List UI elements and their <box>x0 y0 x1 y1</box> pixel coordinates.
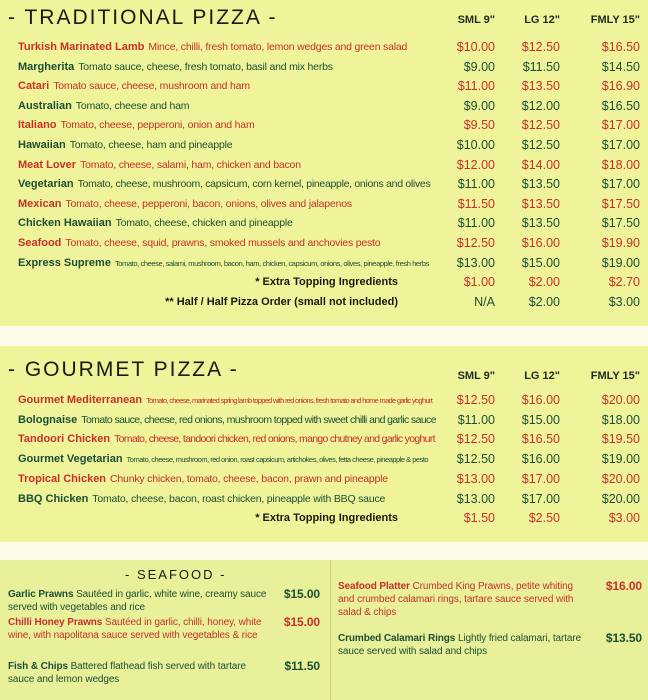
item-description: Tomato, cheese, pepperoni, bacon, onions, olives and jalapenos <box>65 198 352 210</box>
menu-item <box>0 430 648 449</box>
item-name: Italiano <box>18 119 57 131</box>
item-description: Sautéed in garlic, chilli, honey, white wine, with napolitana sauce served with vegetables & rice <box>8 617 262 641</box>
item-price: $10.00 <box>456 40 495 54</box>
seafood-item <box>8 588 320 614</box>
item-price: $12.50 <box>521 138 560 152</box>
item-price: $14.00 <box>521 158 560 172</box>
size-header-small: SML 9" <box>457 370 495 382</box>
item-description: Tomato sauce, cheese, fresh tomato, basil and mix herbs <box>78 61 333 73</box>
item-name: Turkish Marinated Lamb <box>18 41 145 53</box>
item-name: Margherita <box>18 61 75 73</box>
item-text <box>338 632 588 658</box>
menu-item <box>0 136 648 155</box>
item-price: $12.50 <box>456 452 495 466</box>
item-price: $16.00 <box>521 236 560 250</box>
extra-price: $1.50 <box>463 511 495 525</box>
section-title: - SEAFOOD - <box>125 567 227 582</box>
extra-label: * Extra Topping Ingredients <box>255 512 398 524</box>
extra-price: $2.00 <box>528 295 560 309</box>
item-text <box>18 214 293 233</box>
item-text <box>18 430 435 449</box>
extra-price: $2.00 <box>528 275 560 289</box>
item-price: $13.50 <box>521 197 560 211</box>
extra-price: $2.70 <box>608 275 640 289</box>
item-name: Australian <box>18 100 72 112</box>
extra-row <box>0 273 648 292</box>
extra-price: $3.00 <box>608 295 640 309</box>
item-description: Tomato, cheese, marinated spring lamb topped with red onions, fresh tomato and home made garlic yoghurt <box>146 396 433 405</box>
item-price: $12.50 <box>456 393 495 407</box>
menu-item <box>0 156 648 175</box>
item-price: $12.50 <box>521 118 560 132</box>
section-title: - GOURMET PIZZA - <box>8 358 239 381</box>
item-price: $15.00 <box>521 413 560 427</box>
item-price: $13.00 <box>456 492 495 506</box>
item-description: Crumbed King Prawns, petite whiting and crumbed calamari rings, tartare sauce served with salad & chips <box>338 581 574 618</box>
item-price: $19.90 <box>601 236 640 250</box>
item-price: $19.00 <box>601 452 640 466</box>
item-description: Mince, chilli, fresh tomato, lemon wedges and green salad <box>148 41 408 53</box>
item-price: $11.50 <box>522 60 560 74</box>
item-price: $13.50 <box>605 631 642 645</box>
item-price: $15.00 <box>521 256 560 270</box>
item-text <box>18 411 436 430</box>
item-price: $12.00 <box>456 158 495 172</box>
item-name: Seafood <box>18 237 62 249</box>
item-description: Tomato, cheese, salami, ham, chicken and bacon <box>80 159 301 171</box>
item-description: Tomato sauce, cheese, red onions, mushroom topped with sweet chilli and garlic sauce <box>81 414 436 426</box>
menu-item <box>0 195 648 214</box>
menu-item <box>0 175 648 194</box>
item-text <box>18 234 380 253</box>
item-price: $14.50 <box>601 60 640 74</box>
item-name: Tropical Chicken <box>18 473 107 485</box>
menu-item <box>0 470 648 489</box>
extra-price: $2.50 <box>528 511 560 525</box>
section-title: - TRADITIONAL PIZZA - <box>8 6 278 29</box>
item-price: $16.50 <box>601 99 640 113</box>
item-price: $16.00 <box>521 452 560 466</box>
item-description: Battered flathead fish served with tartare sauce and lemon wedges <box>8 661 246 685</box>
item-price: $18.00 <box>601 413 640 427</box>
item-price: $12.50 <box>456 236 495 250</box>
seafood-item <box>338 580 642 619</box>
item-description: Tomato, cheese, bacon, roast chicken, pineapple with BBQ sauce <box>92 493 386 505</box>
item-description: Tomato, cheese, ham and pineapple <box>69 139 233 151</box>
extra-row <box>0 509 648 528</box>
size-header-small: SML 9" <box>457 14 495 26</box>
item-name: Chilli Honey Prawns <box>8 617 103 628</box>
item-price: $12.00 <box>521 99 560 113</box>
extra-price: N/A <box>474 295 495 309</box>
item-price: $15.00 <box>283 587 320 601</box>
item-price: $13.50 <box>521 177 560 191</box>
item-text <box>18 195 352 214</box>
item-description: Tomato, cheese, mushroom, red onion, roast capsicum, artichokes, olives, fetta cheese, pineapple & pesto <box>126 455 429 464</box>
extra-row <box>0 293 648 312</box>
item-price: $13.50 <box>521 216 560 230</box>
item-price: $17.00 <box>601 138 640 152</box>
item-name: BBQ Chicken <box>18 493 89 505</box>
item-text <box>18 470 388 489</box>
item-text <box>18 156 301 175</box>
size-header-family: FMLY 15" <box>590 14 640 26</box>
item-name: Mexican <box>18 198 62 210</box>
item-price: $11.00 <box>457 413 495 427</box>
menu-item <box>0 58 648 77</box>
item-price: $16.00 <box>605 579 642 593</box>
menu-item <box>0 214 648 233</box>
item-price: $17.50 <box>601 197 640 211</box>
item-price: $17.00 <box>601 118 640 132</box>
menu-item <box>0 450 648 469</box>
item-price: $12.50 <box>456 432 495 446</box>
menu-item <box>0 77 648 96</box>
item-price: $20.00 <box>601 492 640 506</box>
item-price: $13.50 <box>521 79 560 93</box>
item-text <box>18 136 232 155</box>
item-price: $16.00 <box>521 393 560 407</box>
extra-price: $1.00 <box>463 275 495 289</box>
gourmet-pizza-section <box>0 346 648 542</box>
menu-item <box>0 116 648 135</box>
item-name: Crumbed Calamari Rings <box>338 633 456 644</box>
item-price: $11.00 <box>457 216 495 230</box>
item-name: Garlic Prawns <box>8 589 74 600</box>
item-price: $11.00 <box>457 177 495 191</box>
item-price: $17.00 <box>601 177 640 191</box>
item-description: Tomato sauce, cheese, mushroom and ham <box>53 80 250 92</box>
item-description: Tomato, cheese, pepperoni, onion and ham <box>60 119 255 131</box>
item-name: Gourmet Vegetarian <box>18 453 123 465</box>
menu-item <box>0 391 648 410</box>
seafood-item <box>8 660 320 686</box>
extra-label: ** Half / Half Pizza Order (small not included) <box>165 296 398 308</box>
item-name: Express Supreme <box>18 257 111 269</box>
item-text <box>338 580 588 619</box>
item-price: $9.00 <box>463 99 495 113</box>
item-text <box>18 116 255 135</box>
extra-label: * Extra Topping Ingredients <box>255 276 398 288</box>
item-text <box>18 490 385 509</box>
item-price: $20.00 <box>601 393 640 407</box>
item-description: Tomato, cheese, salami, mushroom, bacon, ham, chicken, capsicum, onions, olives, pineapple, fresh herbs <box>114 259 429 268</box>
item-price: $15.00 <box>283 615 320 629</box>
item-name: Meat Lover <box>18 159 77 171</box>
item-price: $9.50 <box>463 118 495 132</box>
item-name: Seafood Platter <box>338 581 410 592</box>
item-description: Chunky chicken, tomato, cheese, bacon, prawn and pineapple <box>110 473 388 485</box>
item-text <box>18 97 189 116</box>
item-description: Lightly fried calamari, tartare sauce served with salad and chips <box>338 633 582 657</box>
item-text <box>18 58 333 77</box>
item-name: Fish & Chips <box>8 661 68 672</box>
item-price: $13.00 <box>456 256 495 270</box>
item-description: Tomato, cheese, mushroom, capsicum, corn kernel, pineapple, onions and olives <box>77 178 431 190</box>
menu-item <box>0 254 648 273</box>
menu-item <box>0 234 648 253</box>
item-name: Vegetarian <box>18 178 74 190</box>
menu-item <box>0 490 648 509</box>
seafood-item <box>338 632 642 658</box>
extra-price: $3.00 <box>608 511 640 525</box>
menu-item <box>0 411 648 430</box>
item-price: $11.50 <box>284 659 320 673</box>
size-header-large: LG 12" <box>524 370 560 382</box>
item-name: Catari <box>18 80 50 92</box>
item-price: $17.50 <box>601 216 640 230</box>
item-name: Hawaiian <box>18 139 66 151</box>
item-price: $13.00 <box>456 472 495 486</box>
item-price: $17.00 <box>521 472 560 486</box>
item-description: Tomato, cheese, squid, prawns, smoked mussels and anchovies pesto <box>65 237 381 249</box>
item-price: $16.90 <box>601 79 640 93</box>
item-description: Tomato, cheese, chicken and pineapple <box>115 217 293 229</box>
menu-item <box>0 38 648 57</box>
column-divider <box>330 560 331 700</box>
item-text <box>8 588 270 614</box>
item-name: Gourmet Mediterranean <box>18 394 143 406</box>
item-price: $11.50 <box>457 197 495 211</box>
item-price: $18.00 <box>601 158 640 172</box>
traditional-pizza-section <box>0 0 648 326</box>
item-price: $9.00 <box>463 60 495 74</box>
item-name: Chicken Hawaiian <box>18 217 112 229</box>
item-text <box>8 660 270 686</box>
item-price: $11.00 <box>457 79 495 93</box>
item-name: Tandoori Chicken <box>18 433 111 445</box>
item-text <box>18 450 428 469</box>
menu-item <box>0 97 648 116</box>
item-price: $10.00 <box>456 138 495 152</box>
item-description: Sautéed in garlic, white wine, creamy sauce served with vegetables and rice <box>8 589 267 613</box>
item-description: Tomato, cheese and ham <box>75 100 190 112</box>
item-text <box>18 175 430 194</box>
seafood-section <box>0 560 648 700</box>
item-text <box>18 254 429 273</box>
item-price: $12.50 <box>521 40 560 54</box>
item-price: $16.50 <box>601 40 640 54</box>
item-text <box>8 616 270 642</box>
item-price: $19.00 <box>601 256 640 270</box>
item-name: Bolognaise <box>18 414 78 426</box>
item-price: $20.00 <box>601 472 640 486</box>
item-description: Tomato, cheese, tandoori chicken, red onions, mango chutney and garlic yoghurt <box>114 433 435 445</box>
item-price: $16.50 <box>521 432 560 446</box>
item-price: $19.50 <box>601 432 640 446</box>
item-text <box>18 38 407 57</box>
seafood-item <box>8 616 320 642</box>
item-text <box>18 77 250 96</box>
item-text <box>18 391 432 410</box>
item-price: $17.00 <box>521 492 560 506</box>
size-header-large: LG 12" <box>524 14 560 26</box>
size-header-family: FMLY 15" <box>590 370 640 382</box>
